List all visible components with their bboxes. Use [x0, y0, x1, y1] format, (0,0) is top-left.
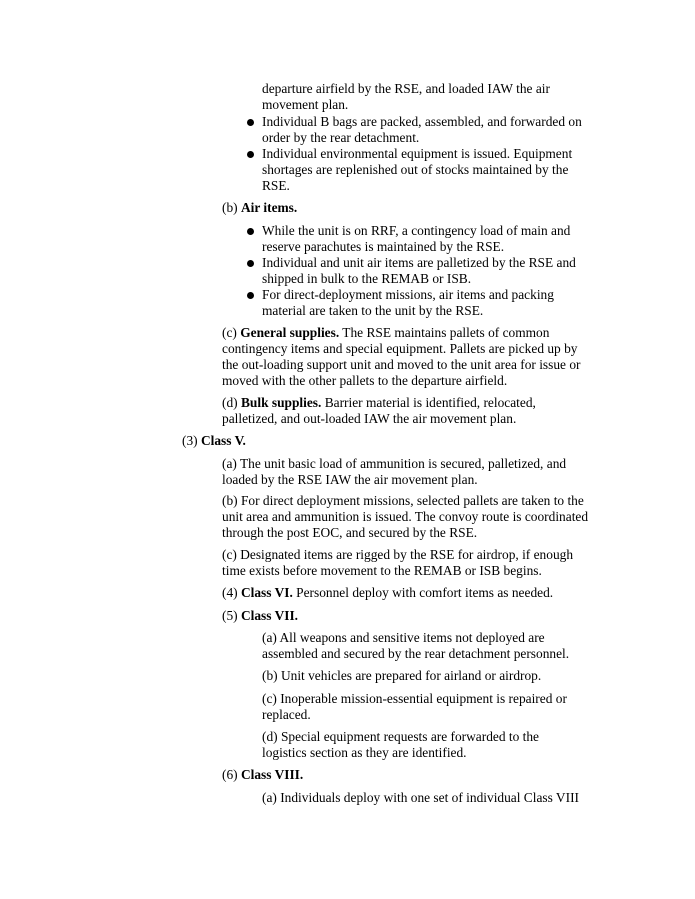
bullet-item — [262, 114, 592, 146]
section-title: Class VII. — [240, 608, 299, 623]
item-number: (3) — [182, 433, 201, 448]
bullet-item — [262, 255, 592, 287]
class-vii-item-c: (c) Inoperable mission-essential equipment is repaired or replaced. — [262, 691, 567, 722]
bullet-dot-icon — [247, 151, 254, 158]
bullet-item — [262, 146, 592, 194]
bullet-text: Individual and unit air items are palletized by the RSE and shipped in bulk to the REMAB or ISB. — [262, 255, 576, 286]
bullet-text: Individual environmental equipment is issued. Equipment shortages are replenished out of stocks maintained by the RSE. — [262, 146, 573, 193]
section-title: Class VIII. — [240, 767, 304, 782]
item-number: (b) — [222, 200, 241, 215]
item-number: (d) — [222, 395, 241, 410]
paragraph-text: Personnel deploy with comfort items as needed. — [292, 585, 554, 600]
class-v-item-b: (b) For direct deployment missions, selected pallets are taken to the unit area and ammunition is issued. The convoy route is coordinated through the post EOC, and secured by the RSE. — [222, 493, 589, 540]
general-supplies-paragraph — [222, 325, 594, 389]
paragraph-text: Barrier material is identified, relocated, palletized, and out-loaded IAW the air movement plan. — [222, 395, 536, 426]
bullet-dot-icon — [247, 228, 254, 235]
continued-bullet-text: departure airfield by the RSE, and loaded IAW the air movement plan. — [262, 81, 550, 112]
class-vii-item-a: (a) All weapons and sensitive items not deployed are assembled and secured by the rear detachment personnel. — [262, 630, 570, 661]
item-number: (4) — [222, 585, 241, 600]
paragraph-text: The RSE maintains pallets of common contingency items and special equipment. Pallets are picked up by the out-loading support unit and moved to the unit area for issue or moved with the other pallets to the departure airfield. — [222, 325, 581, 388]
class-v-heading — [182, 433, 594, 449]
class-v-item-a: (a) The unit basic load of ammunition is secured, palletized, and loaded by the RSE IAW the air movement plan. — [222, 456, 567, 487]
section-title: Class V. — [200, 433, 246, 448]
class-viii-item-a: (a) Individuals deploy with one set of individual Class VIII — [262, 790, 579, 805]
class-vii-item-d: (d) Special equipment requests are forwarded to the logistics section as they are identified. — [262, 729, 540, 760]
item-number: (6) — [222, 767, 241, 782]
bullet-text: Individual B bags are packed, assembled, and forwarded on order by the rear detachment. — [262, 114, 582, 145]
class-vi-paragraph — [222, 585, 594, 601]
bullet-dot-icon — [247, 292, 254, 299]
section-title: Air items. — [240, 200, 298, 215]
bullet-dot-icon — [247, 119, 254, 126]
bullet-text: For direct-deployment missions, air items and packing material are taken to the unit by the RSE. — [262, 287, 554, 318]
bulk-supplies-paragraph — [222, 395, 594, 427]
bullet-item — [262, 223, 592, 255]
class-viii-heading — [222, 767, 594, 783]
class-v-item-c: (c) Designated items are rigged by the RSE for airdrop, if enough time exists before movement to the REMAB or ISB begins. — [222, 547, 574, 578]
class-vii-item-b: (b) Unit vehicles are prepared for airland or airdrop. — [262, 668, 542, 683]
bullet-item — [262, 287, 592, 319]
class-vii-heading — [222, 608, 594, 624]
bullet-dot-icon — [247, 260, 254, 267]
item-number: (c) — [222, 325, 241, 340]
section-title: Class VI. — [240, 585, 293, 600]
section-title: General supplies. — [240, 325, 340, 340]
section-title: Bulk supplies. — [240, 395, 322, 410]
air-items-heading — [222, 200, 594, 216]
item-number: (5) — [222, 608, 241, 623]
bullet-text: While the unit is on RRF, a contingency load of main and reserve parachutes is maintained by the RSE. — [262, 223, 571, 254]
